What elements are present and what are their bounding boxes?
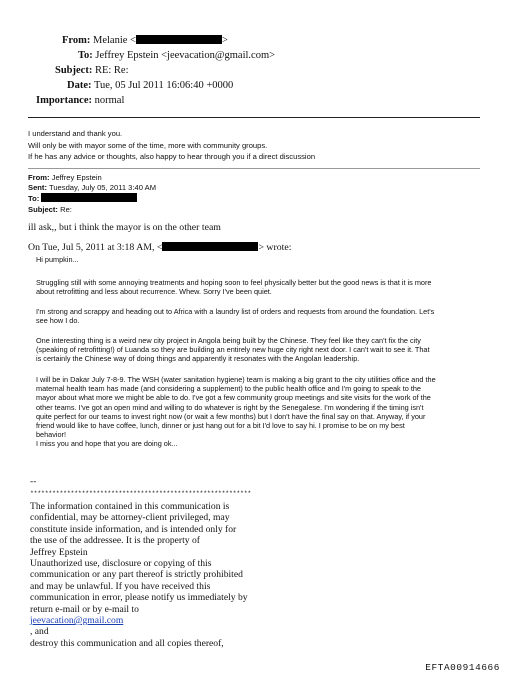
disclaimer-line: The information contained in this communication is — [30, 501, 230, 512]
reply-line: If he has any advice or thoughts, also happy to hear through you if a direct discussion — [28, 152, 316, 162]
header-importance-row — [36, 94, 124, 108]
quoted-line: other teams. I've got an open mind and willing to do whatever is right by the Senegalese. I'm wondering if the timing isn't — [36, 402, 424, 412]
disclaimer-line-email — [30, 604, 248, 638]
disclaimer-line: Jeffrey Epstein — [30, 546, 88, 558]
header-from-row — [62, 34, 228, 48]
reply-line: I understand and thank you. — [28, 129, 123, 138]
quoted-paragraph-4 — [36, 375, 484, 449]
disclaimer-line: confidential, may be attorney-client privileged, may — [30, 512, 230, 524]
quoted-line: I'm strong and scrappy and heading out to Africa with a laundry list of orders and requests from around the foundation. Let's — [36, 307, 435, 316]
header-date-value: Tue, 05 Jul 2011 16:06:40 +0000 — [93, 80, 234, 91]
forward-to-row — [28, 193, 156, 204]
redaction-bar — [162, 242, 258, 251]
disclaimer-line: Unauthorized use, disclosure or copying of this — [30, 558, 212, 570]
disclaimer-line: the use of the addressee. It is the property of — [30, 535, 200, 547]
quote-intro-suffix: > wrote: — [258, 242, 292, 253]
bates-number: EFTA00914666 — [425, 662, 500, 673]
forward-sent-label: Sent: — [28, 183, 47, 193]
forward-divider — [28, 168, 480, 169]
quoted-paragraph-2 — [36, 307, 484, 325]
quoted-line: mayor about what more we might be able to do. I've got a few community group meetings and site visits for the work of the — [36, 393, 431, 403]
quoted-line: behavior! — [36, 430, 67, 440]
quoted-greeting: Hi pumpkin... — [36, 255, 79, 264]
forward-to-label: To: — [28, 194, 40, 204]
quote-intro — [28, 242, 291, 253]
disclaimer — [30, 501, 248, 649]
header-subject-row — [55, 64, 129, 78]
forward-from-value: Jeffrey Epstein — [51, 173, 102, 182]
disclaimer-line: and may be unlawful. If you have received this — [30, 580, 211, 592]
forward-header — [28, 173, 156, 215]
header-to-row — [78, 49, 275, 63]
forward-from-row — [28, 173, 156, 183]
header-importance-label: Importance: — [36, 95, 92, 106]
quoted-line: (speaking of retrofitting!) of Luanda so they are building an entirely new huge city right next door. I can't wait to see it. That — [36, 345, 430, 355]
reply-line: Will only be with mayor some of the time, more with community groups. — [28, 140, 268, 150]
quoted-paragraph-1 — [36, 278, 484, 296]
reply-body — [28, 129, 315, 162]
signature-dashes: -- — [30, 476, 37, 487]
forward-subject-row — [28, 205, 156, 215]
header-to-value: Jeffrey Epstein <jeevacation@gmail.com> — [95, 50, 276, 61]
quoted-line: I will be in Dakar July 7-8-9. The WSH (water sanitation hygiene) team is making a big grant to the city utilities office and the — [36, 375, 436, 384]
disclaimer-line: destroy this communication and all copies thereof, — [30, 637, 224, 649]
forward-subject-label: Subject: — [28, 204, 58, 214]
forward-from-label: From: — [28, 173, 50, 182]
quoted-line: is certainly the Chinese way of doing things and apparently it resonates with the Angolan leadership. — [36, 354, 360, 364]
header-subject-label: Subject: — [55, 65, 93, 76]
header-date-row — [67, 79, 233, 93]
header-from-close: > — [221, 35, 228, 46]
disclaimer-email-prefix: return e-mail or by e-mail to — [30, 603, 139, 615]
header-from-value: Melanie < — [93, 35, 136, 46]
disclaimer-line: communication in error, please notify us immediately by — [30, 592, 248, 604]
disclaimer-email-suffix: , and — [30, 626, 49, 638]
header-from-label: From: — [62, 35, 91, 46]
redaction-bar — [41, 193, 137, 202]
header-importance-value: normal — [94, 95, 125, 106]
header-subject-value: RE: Re: — [94, 65, 129, 76]
forward-sent-row — [28, 183, 156, 193]
epstein-reply: ill ask,, but i think the mayor is on the other team — [28, 222, 221, 233]
quoted-line: Struggling still with some annoying treatments and hoping soon to feel physically better but the good news is that it is more — [36, 278, 432, 287]
header-to-label: To: — [78, 50, 93, 61]
forward-sent-value: Tuesday, July 05, 2011 3:40 AM — [48, 183, 157, 193]
quoted-line: see how I do. — [36, 316, 80, 326]
disclaimer-line: constitute inside information, and is intended only for — [30, 523, 237, 535]
quoted-paragraph-3 — [36, 336, 484, 364]
quoted-line: friend would like to have coffee, lunch, dinner or just hang out for a bit I'd love to say hi. I promise to be on my best — [36, 421, 405, 431]
quoted-line: maternal health team has made (and considering a supplement) to the public health office and I'm going to speak to the — [36, 384, 421, 394]
forward-subject-value: Re: — [60, 204, 72, 214]
disclaimer-line: communication or any part thereof is strictly prohibited — [30, 569, 243, 581]
header-divider — [28, 117, 480, 118]
quoted-line: quite perfect for our teams to invest right now (or wait a few months) but I don't have the final say on that. Anyway, if your — [36, 411, 426, 421]
jeevacation-email-link[interactable]: jeevacation@gmail.com — [30, 615, 124, 627]
header-date-label: Date: — [67, 80, 92, 91]
quoted-line: One interesting thing is a weird new city project in Angola being built by the Chinese. They feel like they can't fix the city — [36, 336, 421, 345]
redaction-bar — [136, 35, 222, 44]
quote-intro-prefix: On Tue, Jul 5, 2011 at 3:18 AM, < — [28, 242, 163, 253]
quoted-line: I miss you and hope that you are doing ok... — [36, 439, 178, 449]
quoted-line: about retrofitting and less about recurrence. Whew. Sorry I've been quiet. — [36, 287, 272, 297]
signature-stars: ************************************************************ — [30, 490, 252, 497]
